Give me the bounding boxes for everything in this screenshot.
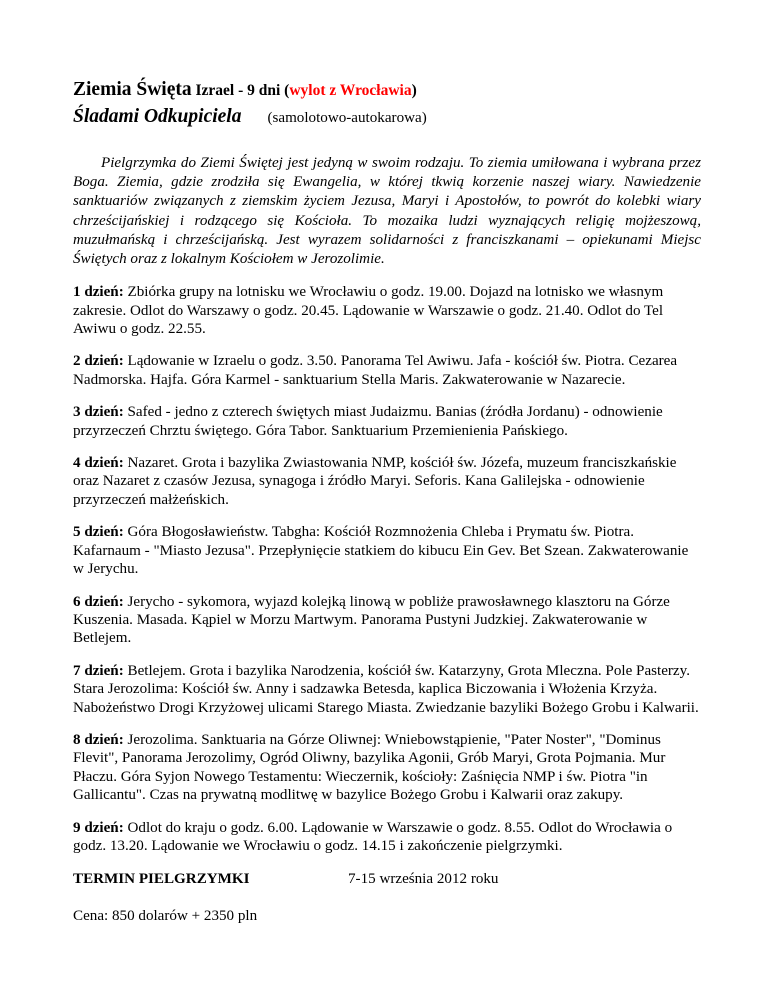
subtitle-main: Śladami Odkupiciela xyxy=(73,106,242,127)
document-title xyxy=(73,80,701,101)
title-end: ) xyxy=(411,82,417,99)
day-label: 6 dzień: xyxy=(73,593,124,610)
day-4 xyxy=(73,454,701,509)
day-text: Odlot do kraju o godz. 6.00. Lądowanie w Warszawie o godz. 8.55. Odlot do Wrocławia o godz. 13.20. Lądowanie we Wrocławiu o godz. 14.15 i zakończenie pielgrzymki. xyxy=(73,819,673,854)
day-label: 7 dzień: xyxy=(73,662,124,679)
day-8 xyxy=(73,731,701,805)
day-5 xyxy=(73,523,701,578)
day-label: 2 dzień: xyxy=(73,353,124,370)
day-label: 4 dzień: xyxy=(73,455,124,472)
term-value: 7-15 września 2012 roku xyxy=(348,871,499,888)
price-line: Cena: 850 dolarów + 2350 pln xyxy=(73,907,258,924)
title-rest: Izrael - 9 dni ( xyxy=(191,82,290,99)
document-subtitle xyxy=(73,106,701,129)
day-text: Jerycho - sykomora, wyjazd kolejką linową w pobliże prawosławnego klasztoru na Górze Kuszenia. Masada. Kąpiel w Morzu Martwym. Panorama Pustyni Judzkiej. Zakwaterowanie w Betlejem. xyxy=(73,593,670,647)
day-label: 5 dzień: xyxy=(73,524,124,541)
term-row xyxy=(73,870,701,888)
day-7 xyxy=(73,662,701,717)
day-3 xyxy=(73,403,701,440)
day-1 xyxy=(73,283,701,338)
day-label: 1 dzień: xyxy=(73,284,124,301)
subtitle-note: (samolotowo-autokarowa) xyxy=(267,110,427,126)
day-text: Safed - jedno z czterech świętych miast Judaizmu. Banias (źródła Jordanu) - odnowienie przyrzeczeń Chrztu świętego. Góra Tabor. Sanktuarium Przemienienia Pańskiego. xyxy=(73,404,663,439)
term-label: TERMIN PIELGRZYMKI xyxy=(73,871,250,888)
day-text: Góra Błogosławieństw. Tabgha: Kościół Rozmnożenia Chleba i Prymatu św. Piotra. Kafarnaum - "Miasto Jezusa". Przepłynięcie statkiem do kibucu Ein Gev. Bet Szean. Zakwaterowanie w Jerychu. xyxy=(73,524,689,578)
day-text: Nazaret. Grota i bazylika Zwiastowania NMP, kościół św. Józefa, muzeum franciszkańskie oraz Nazaret z czasów Jezusa, synagoga i źródło Maryi. Seforis. Kana Galilejska - odnowienie przyrzeczeń małżeńskich. xyxy=(73,455,677,508)
title-departure: wylot z Wrocławia xyxy=(289,82,412,99)
day-text: Betlejem. Grota i bazylika Narodzenia, kościół św. Katarzyny, Grota Mleczna. Pole Pasterzy. Stara Jerozolima: Kościół św. Anny i sadzawka Betesda, kaplica Biczowania i Włożenia Krzyża. Nabożeństwo Drogi Krzyżowej ulicami Starego Miasta. Zwiedzanie bazyliki Bożego Grobu i Kalwarii. xyxy=(73,662,699,716)
day-6 xyxy=(73,593,701,648)
intro-paragraph: Pielgrzymka do Ziemi Świętej jest jedyną w swoim rodzaju. To ziemia umiłowana i wybrana przez Boga. Ziemia, gdzie zrodziła się Ewangelia, w której tkwią korzenie naszej wiary. Nawiedzenie sanktuariów związanych z ziemskim życiem Jezusa, Maryi i Apostołów, to powrót do kolebki wiary chrześcijańskiej i rodzącego się Kościoła. To mozaika ludzi wyznających religię mojżeszową, muzułmańską i chrześcijańską. Jest wyrazem solidarności z franciszkanami – opiekunami Miejsc Świętych oraz z lokalnym Kościołem w Jerozolimie. xyxy=(73,155,701,268)
day-label: 9 dzień: xyxy=(73,819,124,836)
day-9 xyxy=(73,819,701,856)
day-label: 3 dzień: xyxy=(73,404,124,421)
day-text: Zbiórka grupy na lotnisku we Wrocławiu o godz. 19.00. Dojazd na lotnisko we własnym zakresie. Odlot do Warszawy o godz. 20.45. Lądowanie w Warszawie o godz. 21.40. Odlot do Tel Awiwu o godz. 22.55. xyxy=(73,284,664,338)
title-main: Ziemia Święta xyxy=(73,79,192,100)
day-label: 8 dzień: xyxy=(73,731,124,748)
document-page xyxy=(73,80,701,925)
day-text: Lądowanie w Izraelu o godz. 3.50. Panorama Tel Awiwu. Jafa - kościół św. Piotra. Cezarea Nadmorska. Hajfa. Góra Karmel - sanktuarium Stella Maris. Zakwaterowanie w Nazarecie. xyxy=(73,353,678,388)
day-text: Jerozolima. Sanktuaria na Górze Oliwnej: Wniebowstąpienie, "Pater Noster", "Dominus Flevit", Panorama Jerozolimy, Ogród Oliwny, bazylika Agonii, Grób Maryi, Grota Pojmania. Mur Płaczu. Góra Syjon Nowego Testamentu: Wieczernik, kościoły: Zaśnięcia NMP i św. Piotra "in Gallicantu". Czas na prywatną modlitwę w bazylice Bożego Grobu i Kalwarii oraz zakupy. xyxy=(73,731,666,804)
day-2 xyxy=(73,352,701,389)
